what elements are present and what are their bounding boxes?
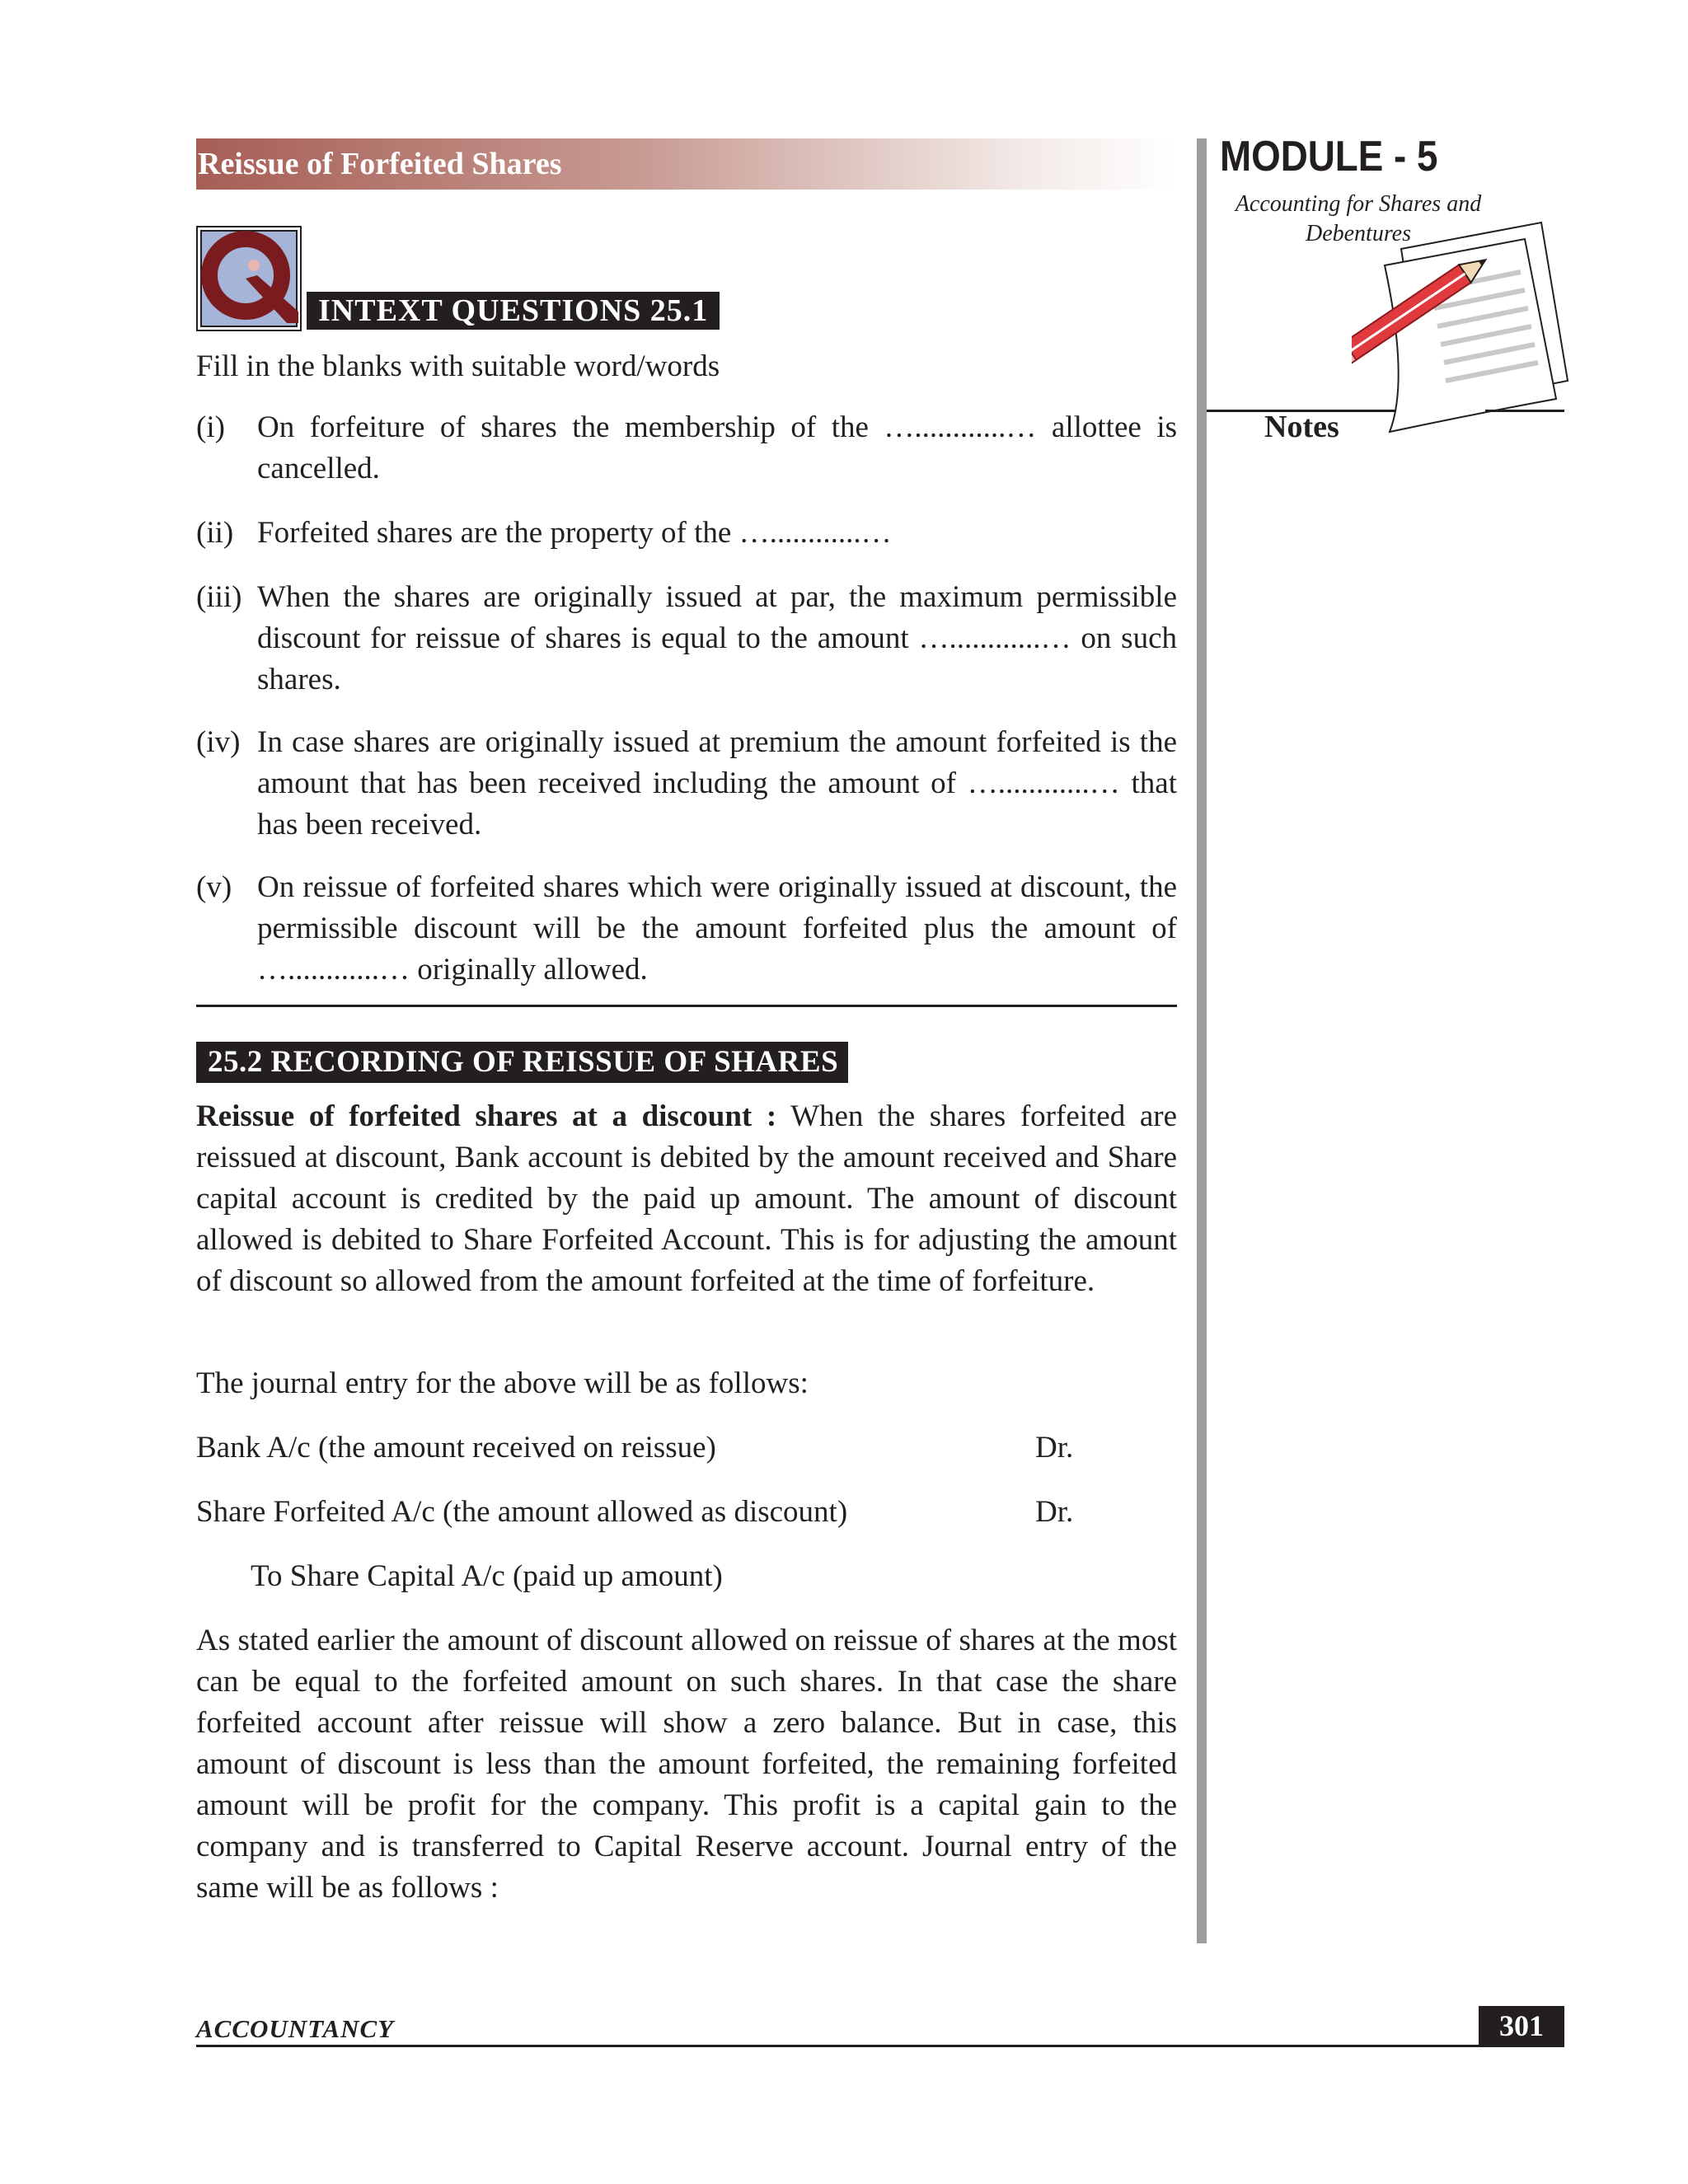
notes-label: Notes xyxy=(1264,410,1339,444)
question-text: When the shares are originally issued at par, the maximum permissible discount for reissue of shares is equal to the amount …............… on such shares. xyxy=(257,580,1177,696)
question-number: (iv) xyxy=(196,725,241,759)
question-number: (v) xyxy=(196,870,232,904)
question-q-icon xyxy=(196,226,302,331)
question-number: (iii) xyxy=(196,580,242,614)
chapter-header-title: Reissue of Forfeited Shares xyxy=(198,147,562,181)
question-text: Forfeited shares are the property of the …............… xyxy=(257,516,892,550)
paragraph-body: When the shares forfeited are reissued at discount, Bank account is debited by the amount received and Share capital account is credited by the paid up amount. The amount of discount allowed is debited to Share Forfeited Account. This is for adjusting the amount of discount so allowed from the amount forfeited at the time of forfeiture. xyxy=(196,1099,1177,1298)
journal-entry-credit: To Share Capital A/c (paid up amount) xyxy=(251,1559,723,1593)
journal-entry-debit: Bank A/c (the amount received on reissue) xyxy=(196,1431,716,1465)
question-item xyxy=(196,722,1177,846)
question-item xyxy=(196,577,1177,701)
module-title: MODULE - 5 xyxy=(1220,133,1438,180)
instruction-text: Fill in the blanks with suitable word/words xyxy=(196,349,720,383)
question-text: On reissue of forfeited shares which were originally issued at discount, the permissible discount will be the amount forfeited plus the amount of …............… originally allowed. xyxy=(257,870,1177,987)
notepad-pencil-icon xyxy=(1352,216,1574,455)
footer-subject-label: ACCOUNTANCY xyxy=(196,2014,395,2043)
page-number: 301 xyxy=(1479,2006,1564,2046)
question-item xyxy=(196,867,1177,991)
question-item xyxy=(196,513,1177,554)
journal-intro: The journal entry for the above will be as follows: xyxy=(196,1366,809,1400)
paragraph: As stated earlier the amount of discount allowed on reissue of shares at the most can be equal to the forfeited amount on such shares. In that case the share forfeited account after reissue will show a zero balance. But in case, this amount of discount is less than the amount forfeited, the remaining forfeited amount will be profit for the company. This profit is a capital gain to the company and is transferred to Capital Reserve account. Journal entry of the same will be as follows : xyxy=(196,1624,1177,1905)
journal-entry-dr-label: Dr. xyxy=(1035,1431,1074,1465)
question-number: (ii) xyxy=(196,516,234,550)
section-divider xyxy=(196,1005,1177,1007)
module-subtitle: Accounting for Shares and Debentures xyxy=(1235,191,1482,246)
intext-questions-heading: INTEXT QUESTIONS 25.1 xyxy=(307,292,720,330)
question-number: (i) xyxy=(196,410,225,444)
paragraph xyxy=(196,1096,1177,1302)
journal-entry-debit: Share Forfeited A/c (the amount allowed as discount) xyxy=(196,1495,848,1529)
paragraph-lead: Reissue of forfeited shares at a discount : xyxy=(196,1099,777,1133)
notes-rule-right xyxy=(1485,410,1564,412)
question-item xyxy=(196,407,1177,490)
section-heading: 25.2 RECORDING OF REISSUE OF SHARES xyxy=(196,1042,848,1083)
question-text: On forfeiture of shares the membership of the …............… allottee is cancelled. xyxy=(257,410,1177,485)
question-text: In case shares are originally issued at premium the amount forfeited is the amount that has been received including the amount of …............… that has been received. xyxy=(257,725,1177,841)
sidebar-divider xyxy=(1197,138,1207,1943)
footer-rule xyxy=(196,2045,1564,2047)
journal-entry-dr-label: Dr. xyxy=(1035,1495,1074,1529)
